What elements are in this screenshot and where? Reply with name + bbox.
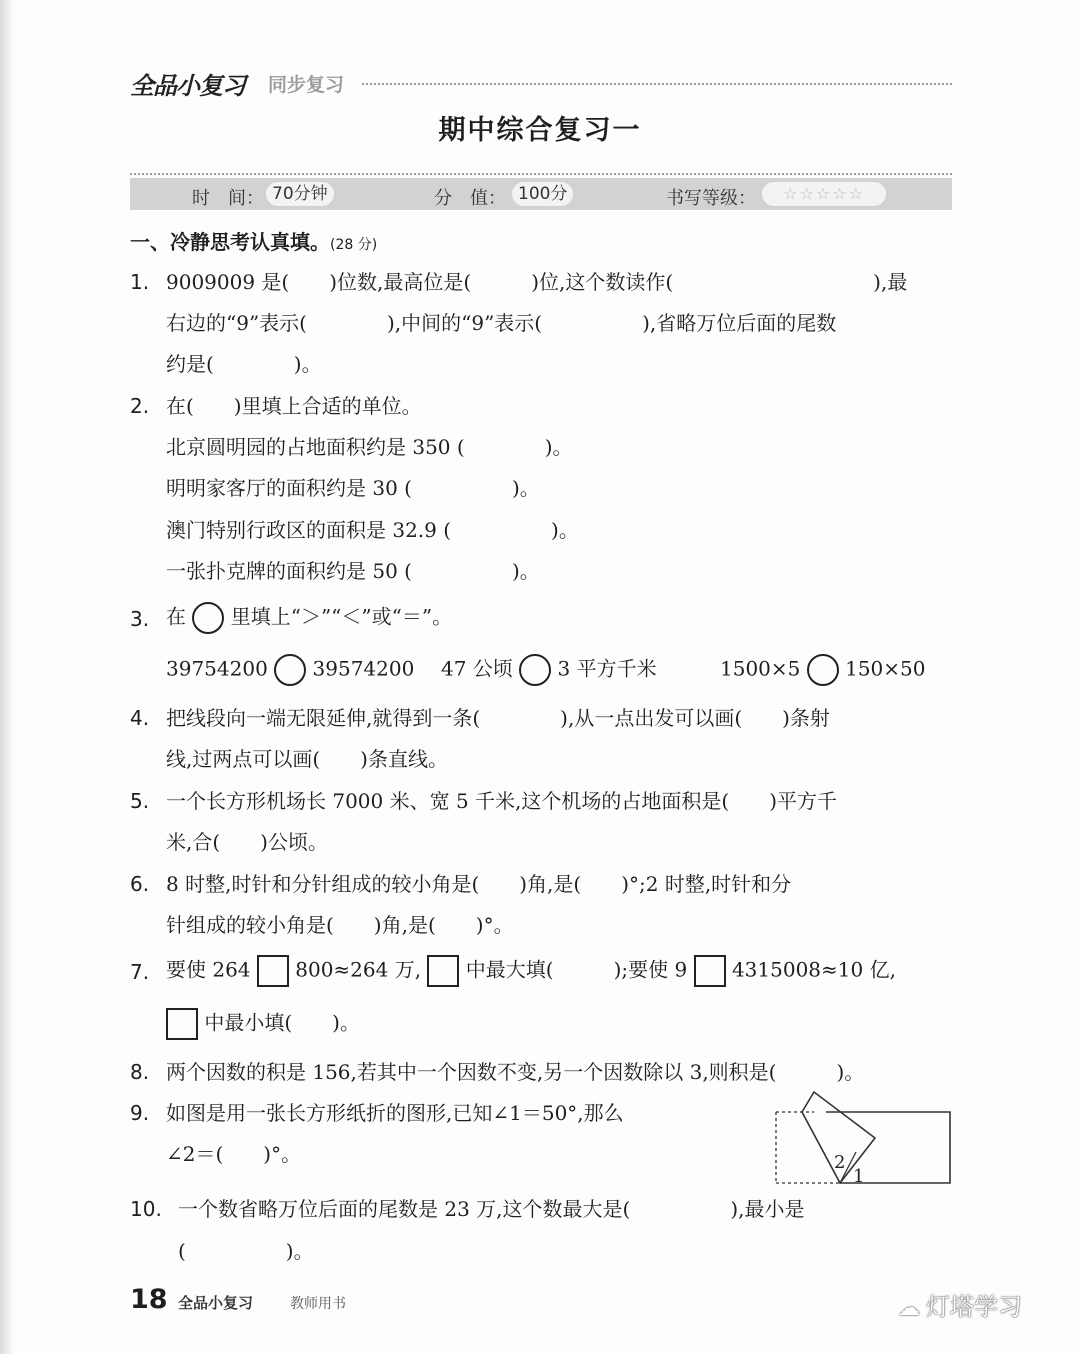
q10-line: ( )。: [178, 1239, 314, 1263]
time-label: 时 间：: [192, 188, 264, 209]
question-number: 3.: [130, 607, 150, 631]
score-label: 分 值：: [434, 188, 506, 209]
wechat-icon: ☁: [898, 1296, 920, 1321]
q4-line: 线,过两点可以画( )条直线。: [166, 747, 448, 771]
q1-line: 约是( )。: [166, 352, 322, 376]
q7-text: 4315008≈10 亿,: [731, 957, 896, 982]
question-number: 2.: [130, 394, 150, 418]
q2-line: 北京圆明园的占地面积约是 350 ( )。: [166, 435, 573, 459]
question-number: 7.: [130, 960, 150, 984]
q2-line: 一张扑克牌的面积约是 50 ( )。: [166, 559, 540, 583]
folded-paper-diagram: [774, 1090, 954, 1188]
digit-box[interactable]: [166, 1008, 198, 1040]
question-number: 5.: [130, 789, 150, 813]
footer-subtitle: 教师用书: [290, 1296, 346, 1312]
page-number: 18: [130, 1284, 168, 1315]
q1-line: 9009009 是( )位数,最高位是( )位,这个数读作( ),最: [166, 270, 908, 294]
digit-box[interactable]: [257, 955, 289, 987]
q7-text: 中最大填( );要使 9: [465, 957, 688, 982]
page-shadow: [0, 0, 14, 1354]
compare-circle[interactable]: [192, 602, 224, 634]
brand-logo: 全品小复习: [130, 72, 245, 100]
header-subtitle: 同步复习: [268, 74, 345, 96]
info-divider: [130, 173, 952, 175]
page-title: 期中综合复习一: [438, 115, 642, 146]
time-value: 70分钟: [266, 182, 334, 206]
compare-circle[interactable]: [274, 654, 306, 686]
angle-1-label: 1: [853, 1166, 865, 1187]
angle-2-label: 2: [834, 1152, 846, 1173]
header-divider: [362, 83, 952, 85]
grade-stars: ☆☆☆☆☆: [762, 182, 886, 206]
q9-line: ∠2＝( )°。: [166, 1142, 302, 1166]
q3-left: 1500×5: [720, 656, 801, 681]
q3-item: [166, 654, 414, 686]
q3-left: 39754200: [166, 656, 268, 681]
q7-line: [166, 955, 896, 987]
question-number: 6.: [130, 872, 150, 896]
compare-circle[interactable]: [519, 654, 551, 686]
q3-item: [441, 654, 657, 686]
question-number: 9.: [130, 1101, 150, 1125]
q3-pre: 在: [166, 604, 186, 629]
q8-line: 两个因数的积是 156,若其中一个因数不变,另一个因数除以 3,则积是( )。: [166, 1060, 865, 1084]
q3-instruction: [166, 602, 452, 634]
q3-right: 39574200: [312, 656, 415, 681]
q3-post: 里填上“＞”“＜”或“＝”。: [230, 604, 453, 629]
q7-line: [166, 1008, 360, 1040]
q5-line: 一个长方形机场长 7000 米、宽 5 千米,这个机场的占地面积是( )平方千: [166, 789, 838, 813]
question-number: 8.: [130, 1060, 150, 1084]
section-title: 一、冷静思考认真填。: [130, 230, 330, 254]
info-bar: [130, 178, 952, 210]
digit-box[interactable]: [427, 955, 459, 987]
q2-line: 澳门特别行政区的面积是 32.9 ( )。: [166, 518, 579, 542]
q10-line: 一个数省略万位后面的尾数是 23 万,这个数最大是( ),最小是: [178, 1197, 805, 1221]
footer-book-title: 全品小复习: [178, 1294, 254, 1312]
compare-circle[interactable]: [807, 654, 839, 686]
watermark: [898, 1287, 1022, 1322]
score-value: 100分: [512, 182, 573, 206]
q3-right: 150×50: [845, 656, 926, 681]
digit-box[interactable]: [694, 955, 726, 987]
watermark-text: 灯塔学习: [926, 1293, 1022, 1321]
q2-line: 在( )里填上合适的单位。: [166, 394, 422, 418]
section-points: (28 分): [330, 237, 378, 253]
question-number: 10.: [130, 1197, 162, 1221]
q3-right: 3 平方千米: [557, 656, 657, 681]
q1-line: 右边的“9”表示( ),中间的“9”表示( ),省略万位后面的尾数: [166, 311, 837, 335]
section-heading: [130, 228, 377, 259]
q6-line: 8 时整,时针和分针组成的较小角是( )角,是( )°;2 时整,时针和分: [166, 872, 792, 896]
q7-text: 800≈264 万,: [295, 957, 422, 982]
q3-left: 47 公顷: [441, 656, 513, 681]
question-number: 1.: [130, 270, 150, 294]
q6-line: 针组成的较小角是( )角,是( )°。: [166, 913, 514, 937]
q7-text: 要使 264: [166, 957, 251, 982]
question-number: 4.: [130, 706, 150, 730]
q9-line: 如图是用一张长方形纸折的图形,已知∠1＝50°,那么: [166, 1101, 624, 1125]
q3-item: [720, 654, 926, 686]
q4-line: 把线段向一端无限延伸,就得到一条( ),从一点出发可以画( )条射: [166, 706, 830, 730]
grade-label: 书写等级：: [666, 188, 756, 209]
q2-line: 明明家客厅的面积约是 30 ( )。: [166, 476, 540, 500]
q5-line: 米,合( )公顷。: [166, 830, 328, 854]
q7-text: 中最小填( )。: [204, 1010, 360, 1035]
